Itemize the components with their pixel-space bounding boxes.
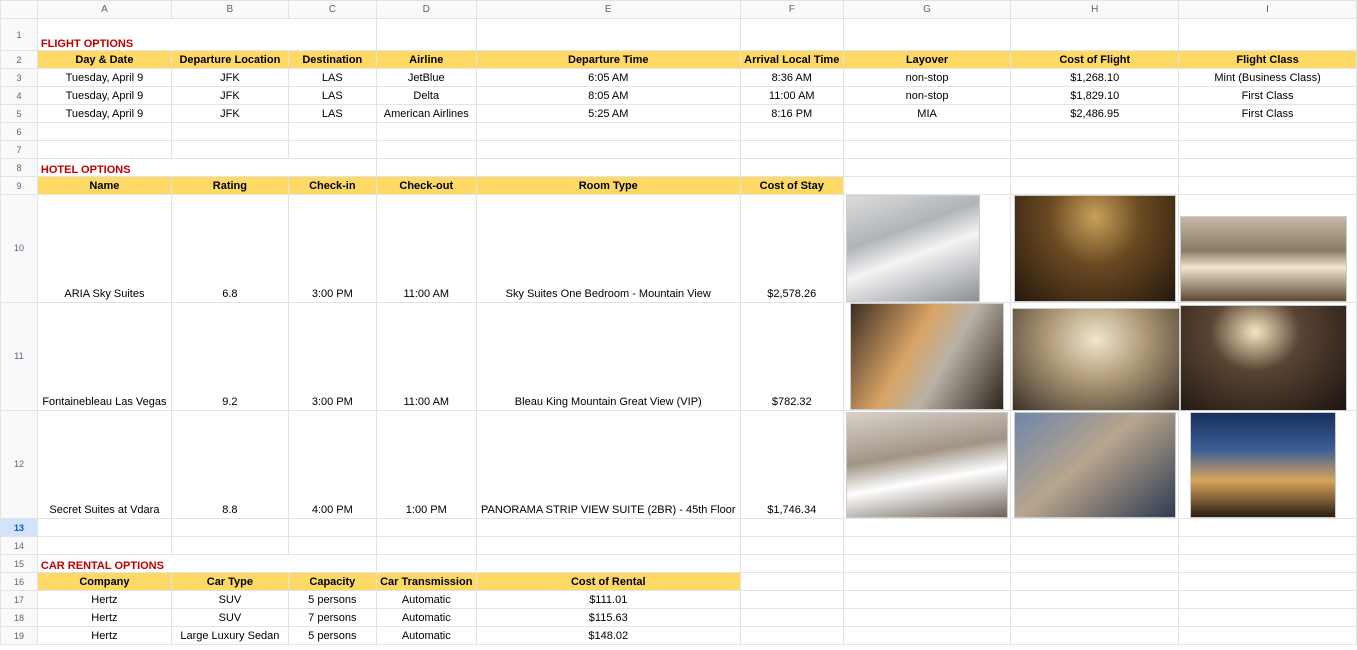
section-title-car[interactable]: CAR RENTAL OPTIONS <box>37 555 376 573</box>
cell[interactable] <box>1179 519 1357 537</box>
row-header[interactable]: 15 <box>1 555 38 573</box>
column-header[interactable]: E <box>476 1 740 19</box>
row-header[interactable]: 12 <box>1 411 38 519</box>
column-header[interactable]: F <box>740 1 843 19</box>
cell[interactable] <box>740 19 843 51</box>
cell[interactable]: 8:16 PM <box>740 105 843 123</box>
cell[interactable]: 5 persons <box>288 627 376 645</box>
header-cell[interactable]: Check-in <box>288 177 376 195</box>
cell[interactable] <box>740 627 843 645</box>
cell[interactable]: 9.2 <box>171 303 288 411</box>
cell[interactable] <box>1179 609 1357 627</box>
header-cell[interactable]: Cost of Rental <box>476 573 740 591</box>
cell[interactable]: $115.63 <box>476 609 740 627</box>
cell[interactable] <box>1179 159 1357 177</box>
header-cell[interactable]: Flight Class <box>1179 51 1357 69</box>
cell[interactable] <box>476 19 740 51</box>
cell[interactable] <box>376 141 476 159</box>
column-header[interactable]: A <box>37 1 171 19</box>
cell[interactable]: Mint (Business Class) <box>1179 69 1357 87</box>
cell[interactable] <box>288 141 376 159</box>
column-header[interactable]: B <box>171 1 288 19</box>
section-title-flight[interactable]: FLIGHT OPTIONS <box>37 19 376 51</box>
cell[interactable] <box>1011 177 1179 195</box>
header-cell[interactable]: Cost of Stay <box>740 177 843 195</box>
cell[interactable]: 3:00 PM <box>288 303 376 411</box>
cell[interactable]: Hertz <box>37 627 171 645</box>
cell[interactable]: JFK <box>171 105 288 123</box>
header-cell[interactable]: Cost of Flight <box>1011 51 1179 69</box>
cell[interactable]: LAS <box>288 69 376 87</box>
cell[interactable]: 3:00 PM <box>288 195 376 303</box>
header-cell[interactable]: Car Type <box>171 573 288 591</box>
hotel-restaurant-photo[interactable] <box>1180 305 1347 411</box>
cell[interactable]: $1,746.34 <box>740 411 843 519</box>
cell[interactable] <box>1011 19 1179 51</box>
cell[interactable]: American Airlines <box>376 105 476 123</box>
cell[interactable] <box>1179 627 1357 645</box>
header-cell[interactable]: Check-out <box>376 177 476 195</box>
cell[interactable] <box>476 519 740 537</box>
column-header[interactable]: I <box>1179 1 1357 19</box>
cell[interactable]: $1,829.10 <box>1011 87 1179 105</box>
row-header[interactable]: 11 <box>1 303 38 411</box>
cell[interactable] <box>1011 519 1179 537</box>
cell[interactable]: Automatic <box>376 609 476 627</box>
cell[interactable]: 7 persons <box>288 609 376 627</box>
cell[interactable]: SUV <box>171 609 288 627</box>
column-header[interactable]: H <box>1011 1 1179 19</box>
row-header[interactable]: 14 <box>1 537 38 555</box>
cell[interactable] <box>1011 627 1179 645</box>
cell[interactable]: $782.32 <box>740 303 843 411</box>
cell[interactable] <box>843 537 1011 555</box>
section-title-hotel[interactable]: HOTEL OPTIONS <box>37 159 376 177</box>
cell[interactable] <box>288 537 376 555</box>
cell[interactable] <box>288 123 376 141</box>
cell[interactable]: JFK <box>171 69 288 87</box>
cell[interactable]: MIA <box>843 105 1011 123</box>
cell[interactable]: Hertz <box>37 609 171 627</box>
cell[interactable]: Bleau King Mountain Great View (VIP) <box>476 303 740 411</box>
row-header-selected[interactable]: 13 <box>1 519 38 537</box>
header-cell[interactable]: Car Transmission <box>376 573 476 591</box>
row-header[interactable]: 17 <box>1 591 38 609</box>
cell[interactable] <box>1179 555 1357 573</box>
cell[interactable]: 8:36 AM <box>740 69 843 87</box>
cell[interactable] <box>1011 123 1179 141</box>
cell[interactable] <box>376 123 476 141</box>
cell[interactable]: Delta <box>376 87 476 105</box>
header-cell[interactable]: Name <box>37 177 171 195</box>
row-header[interactable]: 6 <box>1 123 38 141</box>
cell[interactable] <box>1011 537 1179 555</box>
row-header[interactable]: 1 <box>1 19 38 51</box>
cell[interactable]: 1:00 PM <box>376 411 476 519</box>
cell[interactable] <box>1179 177 1357 195</box>
cell[interactable]: JetBlue <box>376 69 476 87</box>
cell[interactable] <box>376 159 476 177</box>
cell[interactable]: Large Luxury Sedan <box>171 627 288 645</box>
cell[interactable] <box>1179 19 1357 51</box>
header-cell[interactable]: Destination <box>288 51 376 69</box>
cell[interactable] <box>843 19 1011 51</box>
cell[interactable]: Hertz <box>37 591 171 609</box>
strip-night-photo[interactable] <box>1190 412 1336 518</box>
cell[interactable] <box>171 123 288 141</box>
cell[interactable] <box>1011 159 1179 177</box>
cell[interactable] <box>171 537 288 555</box>
cell[interactable] <box>843 555 1011 573</box>
cell[interactable] <box>843 573 1011 591</box>
cell[interactable] <box>740 573 843 591</box>
cell[interactable]: Fontainebleau Las Vegas <box>37 303 171 411</box>
cell[interactable] <box>37 123 171 141</box>
cell[interactable] <box>740 141 843 159</box>
cell[interactable] <box>476 537 740 555</box>
cell[interactable] <box>1179 573 1357 591</box>
cell[interactable]: Secret Suites at Vdara <box>37 411 171 519</box>
cell[interactable] <box>1179 591 1357 609</box>
cell[interactable] <box>843 519 1011 537</box>
cell[interactable]: LAS <box>288 87 376 105</box>
cell[interactable] <box>740 609 843 627</box>
cell[interactable]: SUV <box>171 591 288 609</box>
cell[interactable] <box>1179 537 1357 555</box>
header-cell[interactable]: Departure Location <box>171 51 288 69</box>
cell[interactable] <box>1011 573 1179 591</box>
cell[interactable]: $2,578.26 <box>740 195 843 303</box>
header-cell[interactable]: Airline <box>376 51 476 69</box>
cell[interactable]: 5:25 AM <box>476 105 740 123</box>
cell[interactable]: $148.02 <box>476 627 740 645</box>
cell[interactable]: non-stop <box>843 69 1011 87</box>
cell[interactable]: Tuesday, April 9 <box>37 87 171 105</box>
cell[interactable]: 8.8 <box>171 411 288 519</box>
column-header[interactable]: D <box>376 1 476 19</box>
header-cell[interactable]: Arrival Local Time <box>740 51 843 69</box>
header-cell[interactable]: Rating <box>171 177 288 195</box>
cell[interactable] <box>476 159 740 177</box>
cell[interactable] <box>740 519 843 537</box>
cell[interactable] <box>376 555 476 573</box>
hotel-walkway-photo[interactable] <box>1180 216 1347 302</box>
cell[interactable] <box>37 141 171 159</box>
header-cell[interactable]: Room Type <box>476 177 740 195</box>
corner-cell[interactable] <box>1 1 38 19</box>
header-cell[interactable]: Layover <box>843 51 1011 69</box>
cell[interactable]: 4:00 PM <box>288 411 376 519</box>
cell[interactable]: $2,486.95 <box>1011 105 1179 123</box>
cell[interactable] <box>843 591 1011 609</box>
cell[interactable]: $1,268.10 <box>1011 69 1179 87</box>
cell[interactable] <box>843 609 1011 627</box>
cell[interactable] <box>740 159 843 177</box>
row-header[interactable]: 2 <box>1 51 38 69</box>
cell[interactable] <box>37 537 171 555</box>
header-cell[interactable]: Day & Date <box>37 51 171 69</box>
cell[interactable]: Tuesday, April 9 <box>37 69 171 87</box>
cell[interactable]: Tuesday, April 9 <box>37 105 171 123</box>
cell[interactable]: JFK <box>171 87 288 105</box>
cell[interactable] <box>740 537 843 555</box>
row-header[interactable]: 3 <box>1 69 38 87</box>
cell[interactable] <box>476 123 740 141</box>
cell[interactable] <box>476 141 740 159</box>
cell[interactable]: First Class <box>1179 105 1357 123</box>
cell[interactable] <box>843 141 1011 159</box>
header-cell[interactable]: Capacity <box>288 573 376 591</box>
hotel-suite-photo[interactable] <box>1014 412 1176 518</box>
cell[interactable] <box>1011 555 1179 573</box>
cell[interactable]: LAS <box>288 105 376 123</box>
cell[interactable] <box>740 555 843 573</box>
cell[interactable] <box>843 123 1011 141</box>
row-header[interactable]: 5 <box>1 105 38 123</box>
cell[interactable]: 11:00 AM <box>740 87 843 105</box>
cell[interactable] <box>1011 591 1179 609</box>
cell[interactable] <box>843 159 1011 177</box>
cell[interactable] <box>740 591 843 609</box>
cell[interactable] <box>843 177 1011 195</box>
cell[interactable]: Automatic <box>376 591 476 609</box>
cell[interactable]: 11:00 AM <box>376 303 476 411</box>
cell[interactable]: 8:05 AM <box>476 87 740 105</box>
cell[interactable] <box>843 627 1011 645</box>
hotel-room-photo[interactable] <box>850 303 1004 410</box>
cell[interactable]: non-stop <box>843 87 1011 105</box>
cell[interactable] <box>476 555 740 573</box>
cell[interactable]: Sky Suites One Bedroom - Mountain View <box>476 195 740 303</box>
row-header[interactable]: 9 <box>1 177 38 195</box>
cell[interactable]: 5 persons <box>288 591 376 609</box>
cell[interactable]: 6:05 AM <box>476 69 740 87</box>
hotel-room-photo[interactable] <box>846 412 1008 518</box>
cell[interactable]: PANORAMA STRIP VIEW SUITE (2BR) - 45th Floor <box>476 411 740 519</box>
row-header[interactable]: 16 <box>1 573 38 591</box>
header-cell[interactable]: Departure Time <box>476 51 740 69</box>
cell[interactable] <box>37 519 171 537</box>
cell[interactable]: ARIA Sky Suites <box>37 195 171 303</box>
cell[interactable] <box>1179 141 1357 159</box>
cell[interactable] <box>1011 141 1179 159</box>
cell[interactable] <box>376 537 476 555</box>
row-header[interactable]: 19 <box>1 627 38 645</box>
hotel-room-photo[interactable] <box>846 195 980 302</box>
cell[interactable]: Automatic <box>376 627 476 645</box>
row-header[interactable]: 8 <box>1 159 38 177</box>
row-header[interactable]: 4 <box>1 87 38 105</box>
cell[interactable] <box>171 519 288 537</box>
cell[interactable] <box>376 519 476 537</box>
row-header[interactable]: 18 <box>1 609 38 627</box>
header-cell[interactable]: Company <box>37 573 171 591</box>
row-header[interactable]: 10 <box>1 195 38 303</box>
cell[interactable]: First Class <box>1179 87 1357 105</box>
row-header[interactable]: 7 <box>1 141 38 159</box>
cell[interactable] <box>740 123 843 141</box>
cell[interactable]: 11:00 AM <box>376 195 476 303</box>
cell[interactable] <box>288 519 376 537</box>
cell[interactable]: 6.8 <box>171 195 288 303</box>
cell[interactable] <box>1179 123 1357 141</box>
cell[interactable]: $111.01 <box>476 591 740 609</box>
column-header[interactable]: G <box>843 1 1011 19</box>
cell[interactable] <box>376 19 476 51</box>
column-header[interactable]: C <box>288 1 376 19</box>
hotel-lobby-photo[interactable] <box>1012 308 1180 411</box>
cell[interactable] <box>1011 609 1179 627</box>
cell[interactable] <box>171 141 288 159</box>
hotel-bar-photo[interactable] <box>1014 195 1176 302</box>
